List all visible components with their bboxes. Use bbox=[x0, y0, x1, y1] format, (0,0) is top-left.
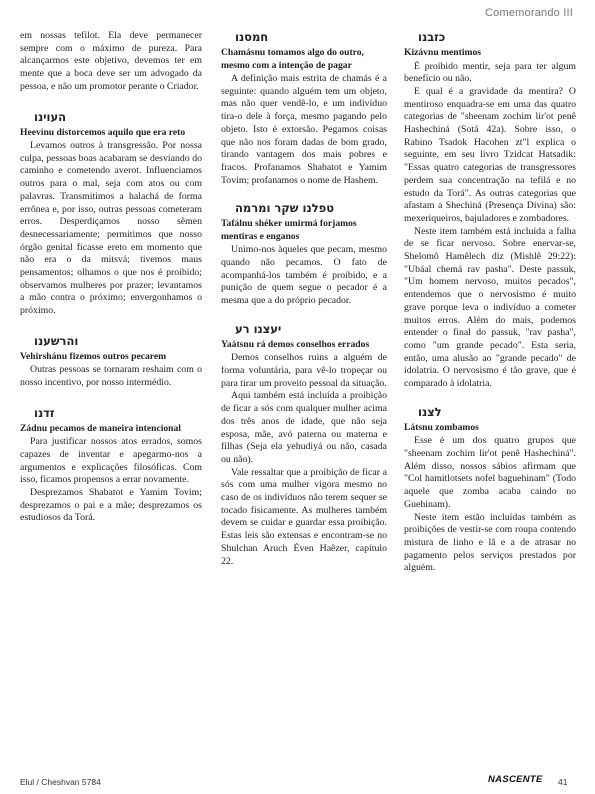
section-paragraph: Demos conselhos ruins a alguém de forma voluntária, para vê-lo tropeçar ou para tirar um proveito pessoal da situação. bbox=[221, 352, 387, 389]
section-title: Kizávnu mentimos bbox=[404, 47, 482, 58]
hebrew-heading: חמסנו bbox=[235, 30, 269, 44]
hebrew-heading: זדנו bbox=[34, 405, 55, 420]
page-number: 41 bbox=[558, 777, 568, 787]
hebrew-heading: טפלנו שקר ומרמה bbox=[235, 201, 335, 216]
section-kizavnu bbox=[404, 30, 576, 391]
column-2 bbox=[221, 30, 387, 568]
section-paragraph: É proibido mentir, seja para ter algum benefício ou não. bbox=[404, 60, 576, 85]
section-paragraph: Levamos outros à transgressão. Por nossa culpa, pessoas boas acabaram se desviando do caminho e cometendo averot. Influenciamos outros para o mal, seja com atos ou com palavras. Transmitimos a halachá de forma errônea e, por isso, outras pessoas cometeram erros. Desperdiçamos nosso sêmen desnecessariamente; permitimos que nosso órgão genital ficasse ereto em momento que não era o da mitsvá; tivemos maus pensamentos; olhamos o que nos é proibido; observamos mulheres por prazer; levantamos a mão contra o próximo; envergonhamos o próximo. bbox=[20, 140, 202, 317]
issue-date: Elul / Cheshvan 5784 bbox=[20, 777, 101, 787]
section-title: Vehirshánu fizemos outros pecarem bbox=[20, 350, 167, 362]
hebrew-heading: והרשענו bbox=[34, 333, 79, 348]
section-tafalnu bbox=[221, 201, 387, 308]
hebrew-heading: לצנו bbox=[418, 404, 442, 419]
section-title: Látsnu zombamos bbox=[404, 421, 479, 433]
section-title: Yaátsnu rá demos conselhos errados bbox=[221, 338, 370, 350]
section-paragraph: Neste item estão incluídas também as proibições de vestir-se com roupa contendo mistura de linho e lã e a de atrasar no pagamento pelos serviços prestados por alguém. bbox=[404, 511, 576, 574]
section-title: Chamásnu tomamos algo do outro, mesmo com a intenção de pagar bbox=[221, 47, 364, 71]
section-paragraph: Vale ressaltar que a proibição de ficar a sós com uma mulher vigora mesmo no caso de os indivíduos não terem sequer se tocado fisicamente. As mulheres também devem se cuidar e guardar essa proibição. Estas leis são extensas e encontram-se no Shulchan Aruch Éven Haêzer, capítulo 22. bbox=[221, 466, 387, 567]
publication-logo bbox=[488, 774, 543, 785]
section-title: Zádnu pecamos de maneira intencional bbox=[20, 422, 181, 434]
section-paragraph: Outras pessoas se tornaram reshaim com o nosso incentivo, por nosso intermédio. bbox=[20, 364, 202, 389]
section-paragraph: Desprezamos Shabatot e Yamim Tovim; desprezamos o pai e a mãe; desprezamos os estudiosos da Torá. bbox=[20, 487, 202, 524]
hebrew-heading: העוינו bbox=[34, 109, 67, 124]
section-chamasnu bbox=[221, 30, 387, 187]
column-1 bbox=[20, 30, 202, 525]
section-title: Heevínu distorcemos aquilo que era reto bbox=[20, 126, 186, 138]
logo-text: NASCENTE bbox=[488, 774, 543, 785]
column-3 bbox=[404, 30, 576, 575]
section-zadnu bbox=[20, 406, 202, 525]
section-title: Tafálnu shéker umirmá forjamos mentiras e enganos bbox=[221, 218, 357, 242]
running-title: Comemorando III bbox=[485, 7, 573, 19]
section-paragraph: Aqui também está incluída a proibição de ficar a sós com qualquer mulher acima dos três anos de idade, que não seja esposa, mãe, avó paterna ou materna e filhas (Seja ela yehudiyá ou não, casada ou não). bbox=[221, 390, 387, 465]
section-paragraph: Para justificar nossos atos errados, somos capazes de inventar e apegarmo-nos a argumentos e explicações filosóficas. Com isso, ficamos propensos a errar novamente. bbox=[20, 436, 202, 486]
hebrew-heading: יעצנו רע bbox=[235, 321, 282, 336]
section-yaatsnu bbox=[221, 322, 387, 568]
section-paragraph: A definição mais estrita de chamás é a seguinte: quando alguém tem um objeto, mas não quer vendê-lo, e um indivíduo tira-o dele à força, mesmo pagando pelo objeto. Isto é extorsão. Pegamos coisas que não nos foram dadas de bom grado, tirando vantagem dos mais pobres e fracos. Profanamos Shabatot e Yamim Tovim; profanamos o nome de Hashem. bbox=[221, 73, 387, 186]
section-paragraph: E qual é a gravidade da mentira? O mentiroso enquadra-se em uma das quatro categorias de "sheenam zochim lir'ot penê Hashechiná (Sotá 42a). Sobre isso, o Rabino Tsadok Hacohen zt"l explica o seguinte, em seu livro Tzidcat Hatsadik: "Essas quatro categorias de transgressores perdem sua concentração na tefilá e no estudo da Torá". As outras categorias que afastam a Shechiná (Presença Divina) são: mexeriqueiros, bajuladores e zombadores. bbox=[404, 85, 576, 224]
section-paragraph: Neste item também está incluída a falha de se ficar nervoso. Sobre enervar-se, Shelomô Hamêlech diz (Mishlê 29:22): "Ubáal chemá rav pasha". Deste passuk, "Um homem nervoso, muitos pecados", entendemos que o nervosismo é muito grave porque leva o indivíduo a cometer muitos erros. Além do mais, podemos entender o final do passuk, "rav pasha", como "um grande pecado". Esta seria, então, uma alusão ao "grande pecado" de idolatria. O nervosismo é tão grave, que é comparado à idolatria. bbox=[404, 225, 576, 390]
section-latsnu bbox=[404, 405, 576, 575]
intro-paragraph: em nossas tefilot. Ela deve permanecer sempre com o máximo de pureza. Para alcançarmos este objetivo, devemos ter em mente que a boca deve ser um advogado da pessoa, e não um promotor perante o Criador. bbox=[20, 30, 202, 92]
section-vehirshanu bbox=[20, 334, 202, 390]
section-heevinu bbox=[20, 110, 202, 318]
hebrew-heading: כזבנו bbox=[418, 30, 446, 44]
section-paragraph: Unimo-nos àqueles que pecam, mesmo quando não pecamos. O fato de acompanhá-los também é proibido, e a punição de quem segue o pecador é a mesma que a do próprio pecador. bbox=[221, 244, 387, 307]
section-paragraph: Esse é um dos quatro grupos que "sheenam zochim lir'ot penê Hashechiná". Além disso, nossos sábios afirmam que "Col hamitlotsets nofel baguehinam" (Todo aquele que zomba acaba caindo no Guehinam). bbox=[404, 435, 576, 510]
